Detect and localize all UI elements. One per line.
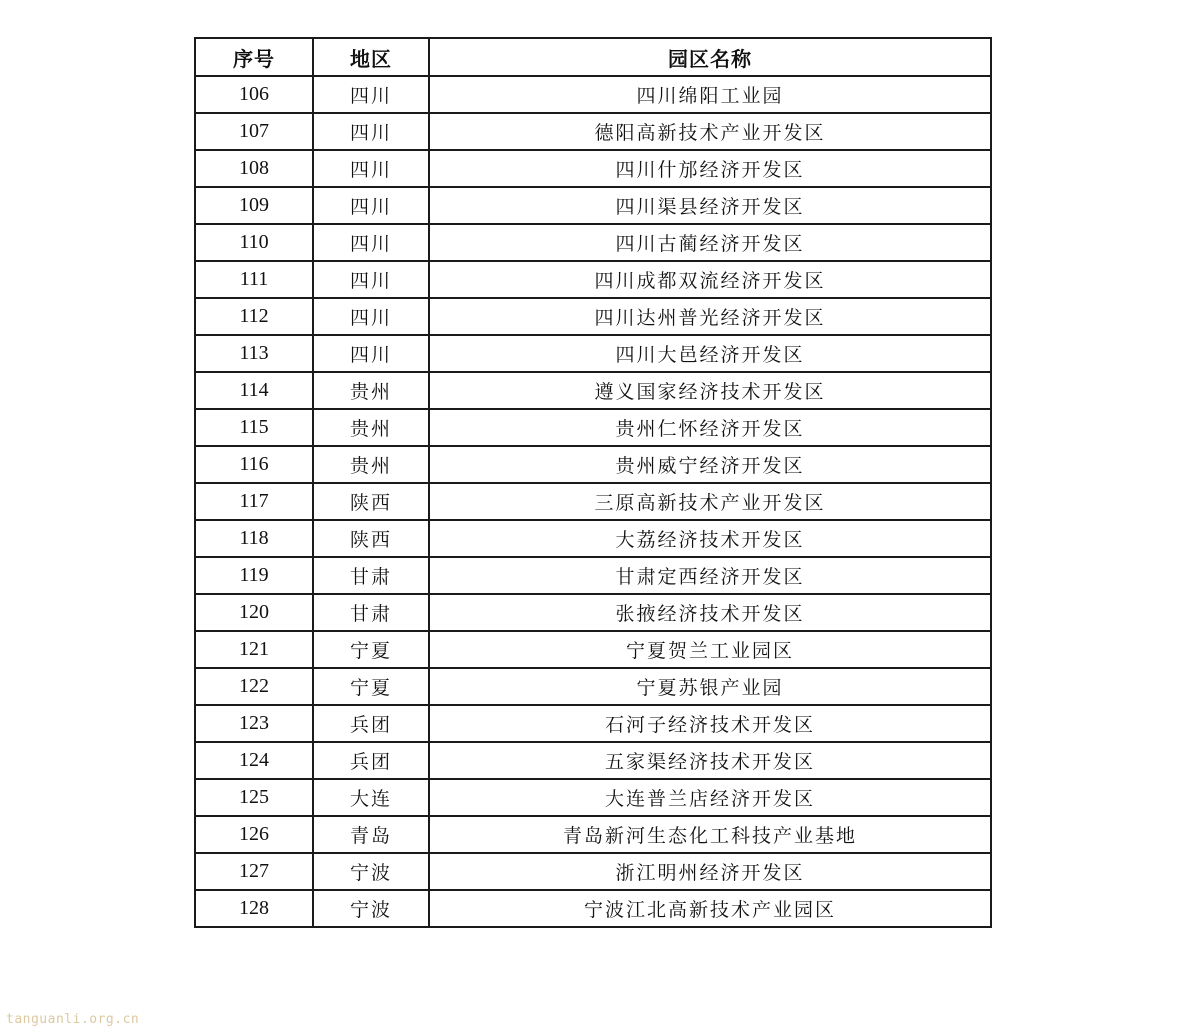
cell-park-name: 大连普兰店经济开发区 (429, 779, 991, 816)
table-row (195, 594, 991, 631)
cell-park-name: 遵义国家经济技术开发区 (429, 372, 991, 409)
header-region: 地区 (313, 38, 429, 76)
cell-serial-number: 125 (195, 779, 313, 816)
table-row (195, 483, 991, 520)
cell-region: 四川 (313, 76, 429, 113)
cell-park-name: 四川大邑经济开发区 (429, 335, 991, 372)
cell-region: 宁波 (313, 890, 429, 927)
cell-park-name: 四川什邡经济开发区 (429, 150, 991, 187)
cell-serial-number: 116 (195, 446, 313, 483)
cell-serial-number: 111 (195, 261, 313, 298)
table-row (195, 150, 991, 187)
cell-region: 大连 (313, 779, 429, 816)
cell-serial-number: 106 (195, 76, 313, 113)
cell-region: 甘肃 (313, 594, 429, 631)
cell-serial-number: 128 (195, 890, 313, 927)
cell-region: 陕西 (313, 520, 429, 557)
cell-region: 兵团 (313, 705, 429, 742)
table-body (195, 76, 991, 927)
cell-park-name: 四川绵阳工业园 (429, 76, 991, 113)
table-row (195, 557, 991, 594)
cell-region: 贵州 (313, 409, 429, 446)
cell-park-name: 大荔经济技术开发区 (429, 520, 991, 557)
cell-region: 甘肃 (313, 557, 429, 594)
cell-serial-number: 121 (195, 631, 313, 668)
table-row (195, 76, 991, 113)
cell-serial-number: 107 (195, 113, 313, 150)
cell-region: 四川 (313, 261, 429, 298)
cell-park-name: 德阳高新技术产业开发区 (429, 113, 991, 150)
cell-park-name: 四川成都双流经济开发区 (429, 261, 991, 298)
cell-serial-number: 110 (195, 224, 313, 261)
cell-serial-number: 117 (195, 483, 313, 520)
cell-serial-number: 115 (195, 409, 313, 446)
cell-park-name: 五家渠经济技术开发区 (429, 742, 991, 779)
cell-serial-number: 119 (195, 557, 313, 594)
cell-serial-number: 120 (195, 594, 313, 631)
table-row (195, 853, 991, 890)
table-row (195, 335, 991, 372)
table-row (195, 261, 991, 298)
table-row (195, 113, 991, 150)
cell-serial-number: 122 (195, 668, 313, 705)
cell-region: 宁波 (313, 853, 429, 890)
cell-park-name: 张掖经济技术开发区 (429, 594, 991, 631)
cell-region: 青岛 (313, 816, 429, 853)
table-row (195, 224, 991, 261)
table-row (195, 446, 991, 483)
cell-region: 宁夏 (313, 668, 429, 705)
cell-region: 四川 (313, 150, 429, 187)
cell-park-name: 贵州仁怀经济开发区 (429, 409, 991, 446)
cell-serial-number: 127 (195, 853, 313, 890)
cell-serial-number: 118 (195, 520, 313, 557)
cell-region: 贵州 (313, 372, 429, 409)
industrial-park-table (194, 37, 992, 928)
cell-park-name: 三原高新技术产业开发区 (429, 483, 991, 520)
site-watermark: tanguanli.org.cn (6, 1012, 140, 1027)
cell-region: 四川 (313, 335, 429, 372)
table-row (195, 705, 991, 742)
cell-park-name: 浙江明州经济开发区 (429, 853, 991, 890)
header-serial-number: 序号 (195, 38, 313, 76)
cell-park-name: 宁夏苏银产业园 (429, 668, 991, 705)
table-row (195, 187, 991, 224)
cell-serial-number: 126 (195, 816, 313, 853)
table-row (195, 520, 991, 557)
table-row (195, 890, 991, 927)
cell-park-name: 青岛新河生态化工科技产业基地 (429, 816, 991, 853)
header-park-name: 园区名称 (429, 38, 991, 76)
cell-serial-number: 112 (195, 298, 313, 335)
table-header (195, 38, 991, 76)
cell-park-name: 宁波江北高新技术产业园区 (429, 890, 991, 927)
cell-region: 贵州 (313, 446, 429, 483)
cell-park-name: 四川古蔺经济开发区 (429, 224, 991, 261)
cell-region: 兵团 (313, 742, 429, 779)
table-row (195, 298, 991, 335)
cell-serial-number: 113 (195, 335, 313, 372)
cell-region: 宁夏 (313, 631, 429, 668)
table-row (195, 409, 991, 446)
cell-serial-number: 108 (195, 150, 313, 187)
table-row (195, 816, 991, 853)
cell-region: 四川 (313, 224, 429, 261)
cell-region: 四川 (313, 113, 429, 150)
cell-park-name: 宁夏贺兰工业园区 (429, 631, 991, 668)
table-row (195, 631, 991, 668)
table-row (195, 742, 991, 779)
cell-park-name: 四川渠县经济开发区 (429, 187, 991, 224)
cell-serial-number: 123 (195, 705, 313, 742)
cell-region: 四川 (313, 187, 429, 224)
cell-serial-number: 114 (195, 372, 313, 409)
table-row (195, 668, 991, 705)
cell-serial-number: 124 (195, 742, 313, 779)
table-row (195, 372, 991, 409)
cell-park-name: 石河子经济技术开发区 (429, 705, 991, 742)
cell-park-name: 甘肃定西经济开发区 (429, 557, 991, 594)
cell-region: 四川 (313, 298, 429, 335)
cell-park-name: 四川达州普光经济开发区 (429, 298, 991, 335)
table-header-row (195, 38, 991, 76)
table-row (195, 779, 991, 816)
cell-park-name: 贵州威宁经济开发区 (429, 446, 991, 483)
cell-region: 陕西 (313, 483, 429, 520)
cell-serial-number: 109 (195, 187, 313, 224)
